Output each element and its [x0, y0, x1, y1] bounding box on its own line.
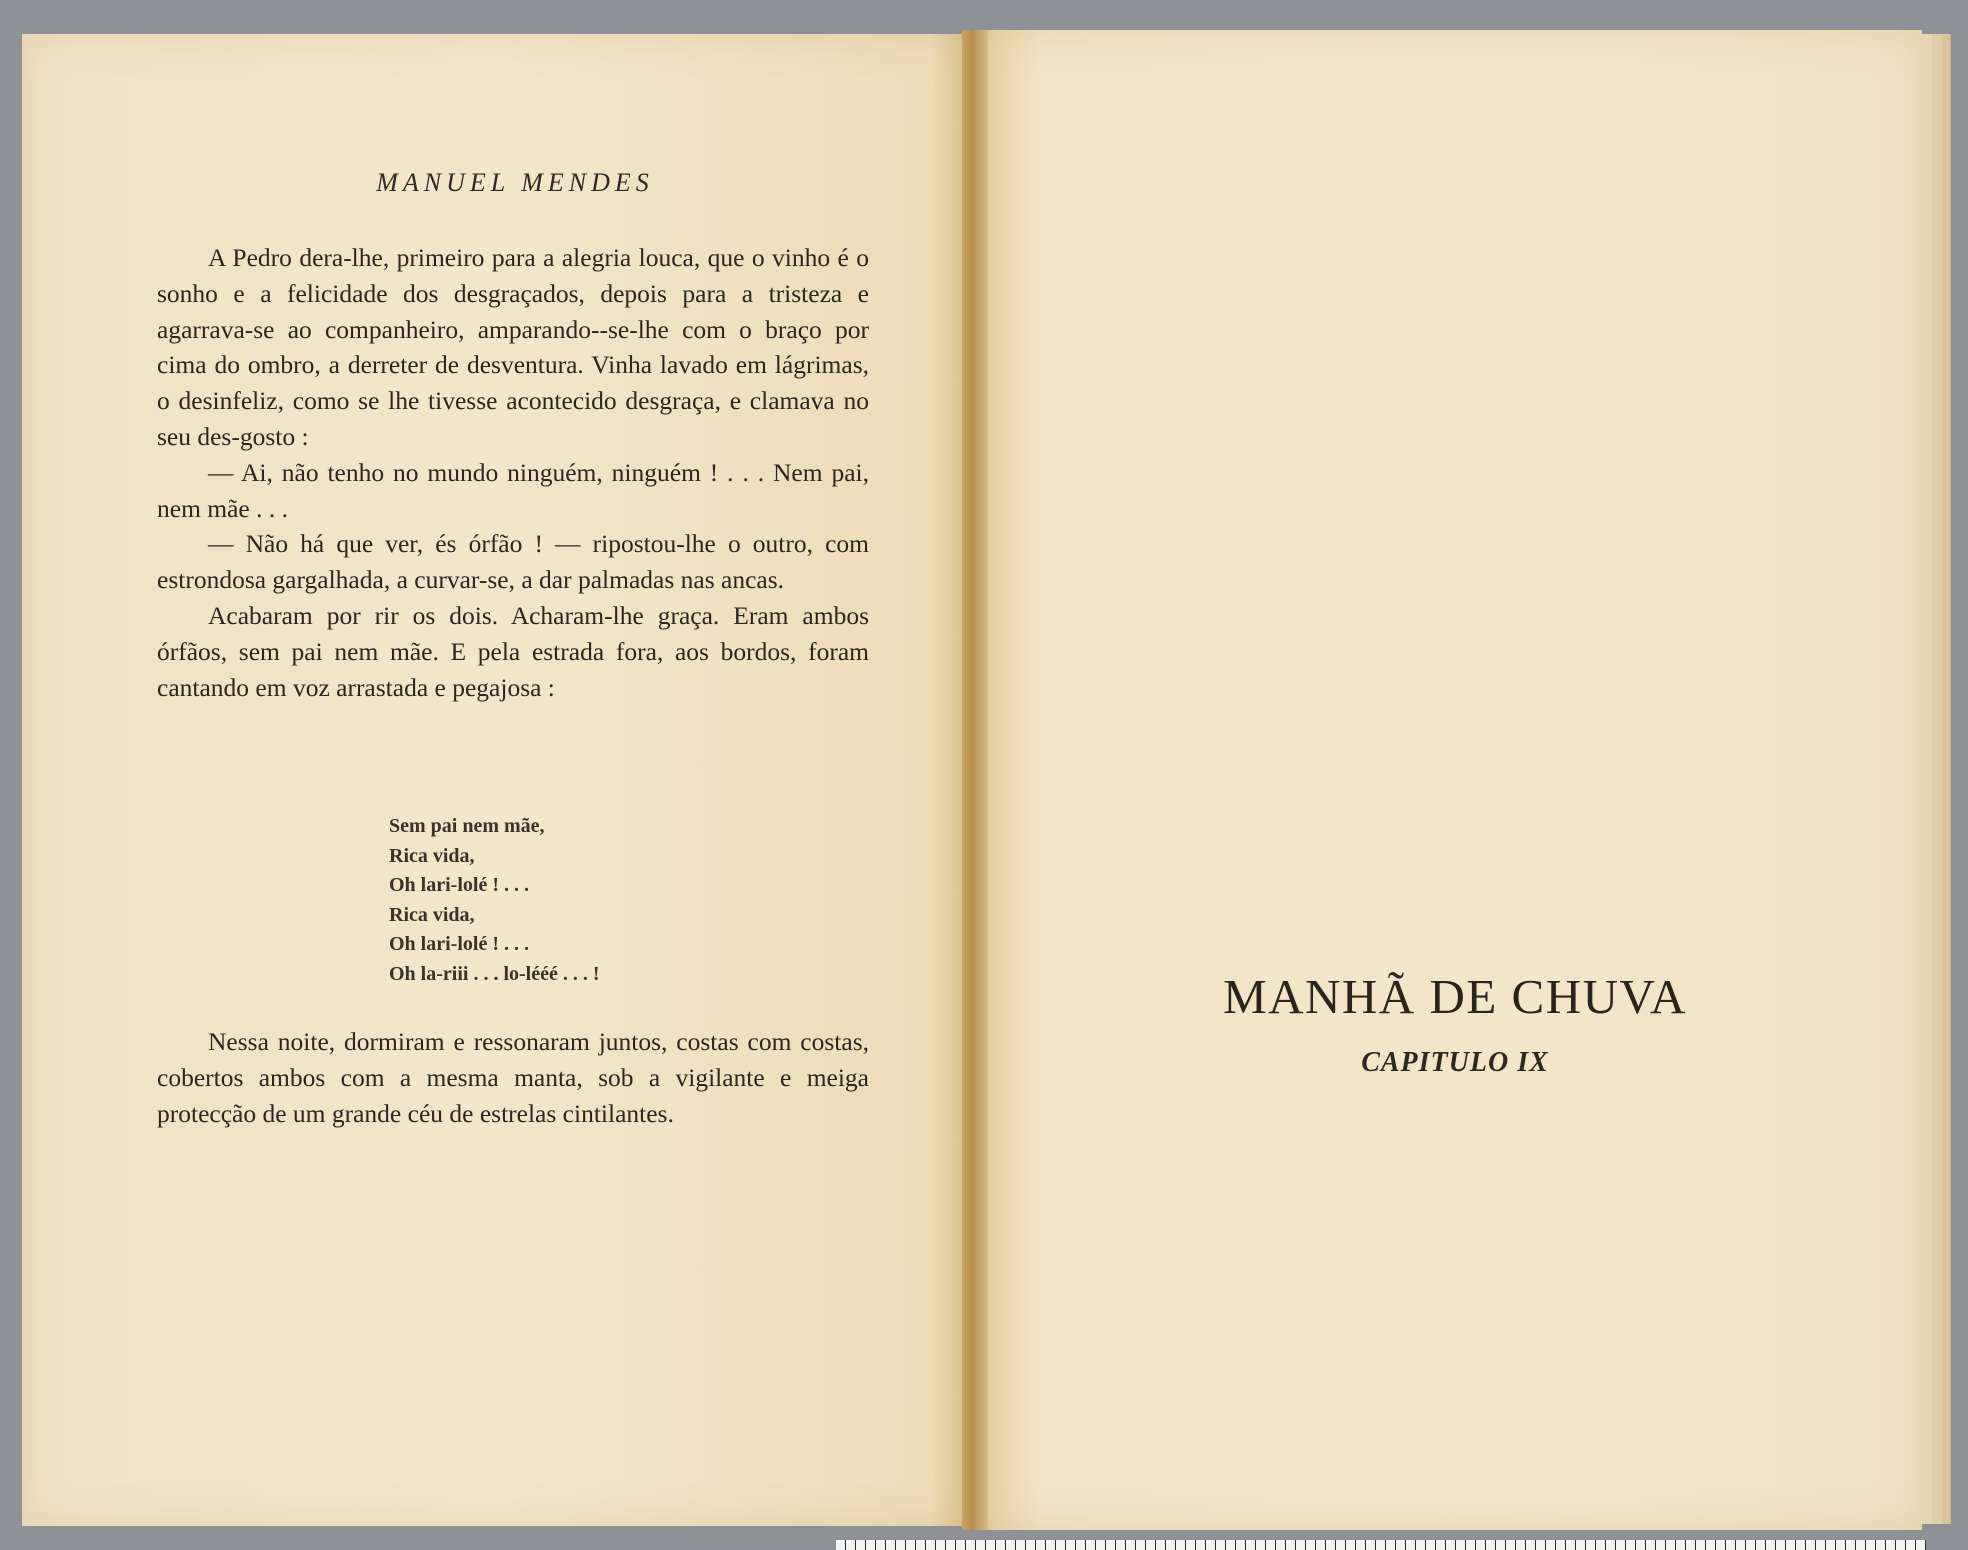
paragraph: — Não há que ver, és órfão ! — ripostou-lhe o outro, com estrondosa gargalhada, a curvar-se, a dar palmadas nas ancas. — [157, 529, 869, 595]
right-page — [984, 30, 1922, 1530]
closing-text — [157, 1024, 869, 1131]
verse-line: Sem pai nem mãe, — [389, 815, 545, 837]
body-text — [157, 240, 869, 705]
book-gutter — [962, 30, 988, 1530]
chapter-title: MANHÃ DE CHUVA — [1223, 969, 1687, 1024]
verse-line: Oh lari-lolé ! . . . — [389, 874, 529, 897]
paragraph: Acabaram por rir os dois. Acharam-lhe graça. Eram ambos órfãos, sem pai nem mãe. E pela estrada fora, aos bordos, foram cantando em voz arrastada e pegajosa : — [157, 600, 869, 702]
verse-block — [389, 812, 600, 990]
chapter-number: CAPITULO IX — [1361, 1047, 1549, 1078]
verse-line: Oh la-riii . . . lo-lééé . . . ! — [389, 962, 600, 985]
paragraph: Nessa noite, dormiram e ressonaram juntos, costas com costas, cobertos ambos com a mesma manta, sob a vigilante e meiga protecção de um grande céu de estrelas cintilantes. — [157, 1027, 869, 1128]
paragraph: — Ai, não tenho no mundo ninguém, ninguém ! . . . Nem pai, nem mãe . . . — [157, 457, 869, 523]
verse-line: Rica vida, — [389, 844, 475, 867]
running-head: MANUEL MENDES — [376, 168, 654, 197]
scale-ruler — [836, 1540, 1926, 1550]
verse-line: Rica vida, — [389, 903, 475, 926]
page-edge — [1942, 34, 1951, 1524]
verse-line: Oh lari-lolé ! . . . — [389, 933, 529, 956]
paragraph: A Pedro dera-lhe, primeiro para a alegria louca, que o vinho é o sonho e a felicidade dos desgraçados, depois para a tristeza e agarrava-se ao companheiro, amparando--se-lhe com o braço por cima do ombro, a derreter de desventura. Vinha lavado em lágrimas, o desinfeliz, como se lhe tivesse acontecido desgraça, e clamava no seu des-gosto : — [157, 243, 869, 451]
